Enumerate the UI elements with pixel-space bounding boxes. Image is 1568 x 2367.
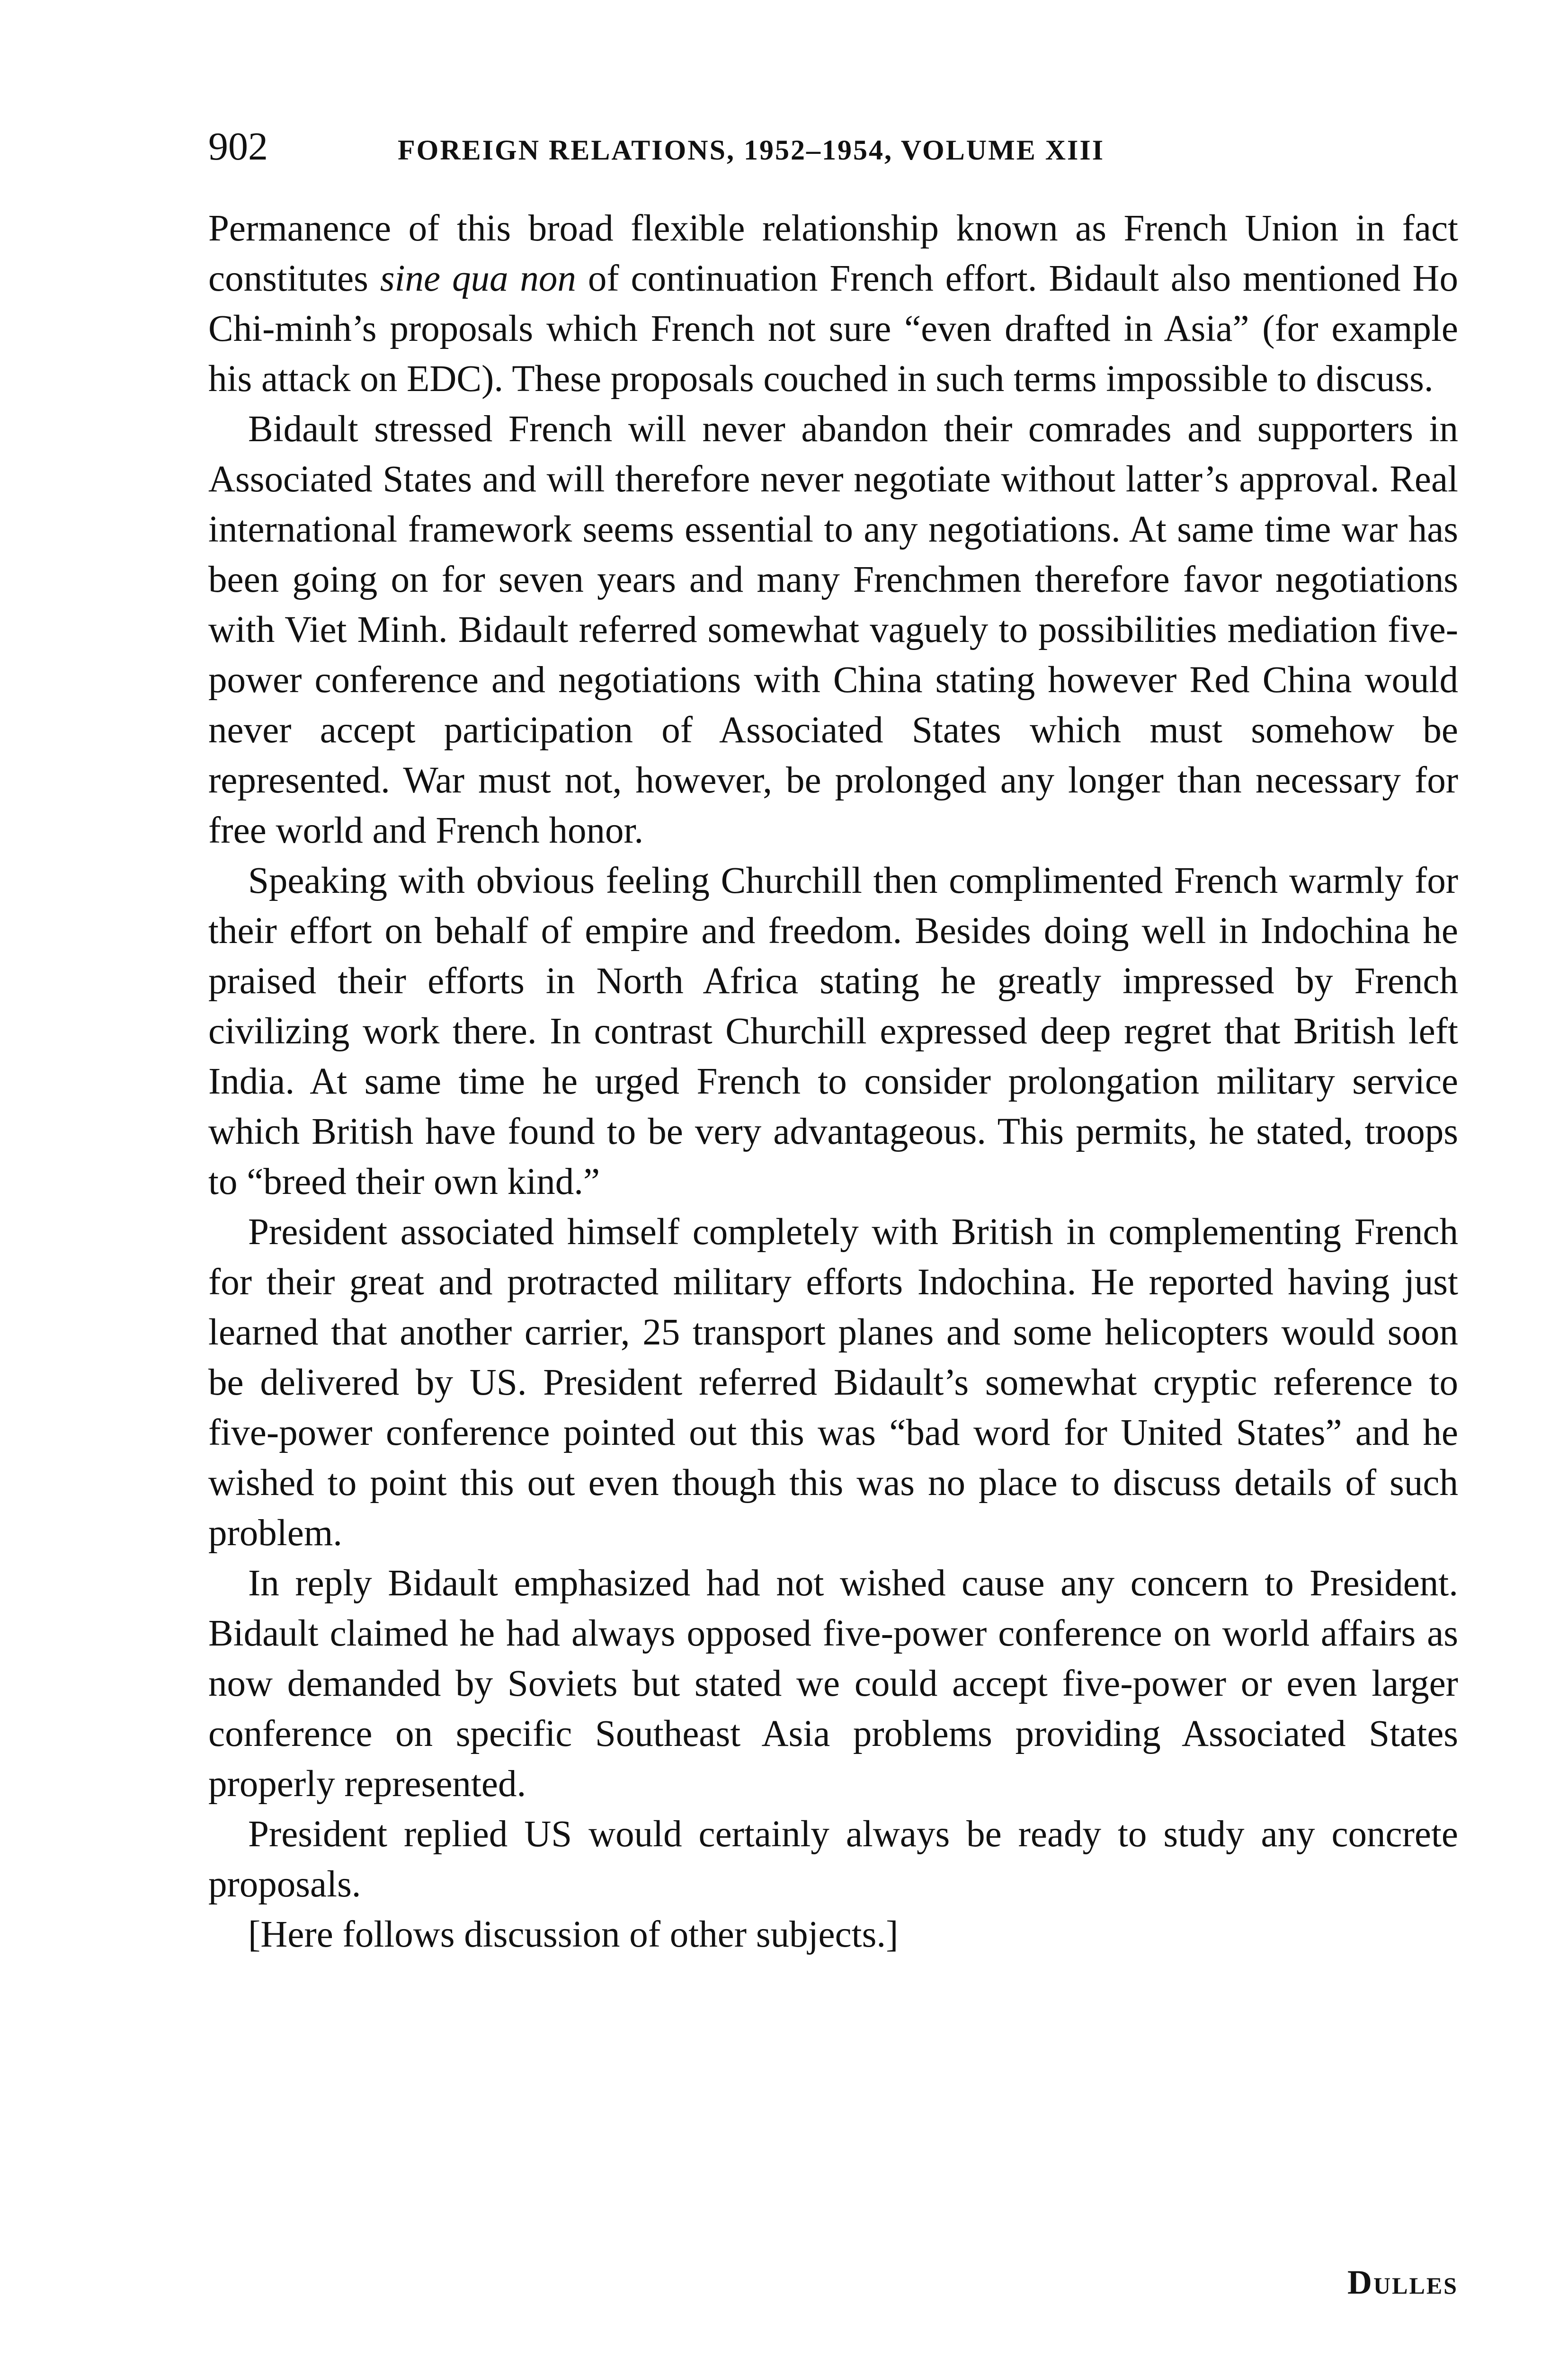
running-head: FOREIGN RELATIONS, 1952–1954, VOLUME XIII [398, 134, 1105, 166]
paragraph-6: President replied US would certainly always be ready to study any concrete proposals. [208, 1814, 1458, 1905]
body-text [208, 204, 1458, 1960]
page-number: 902 [208, 125, 268, 169]
paragraph-2: Bidault stressed French will never abandon their comrades and supporters in Associated States and will therefore never negotiate without latter’s approval. Real international framework seems essential to any negotiations. At same time war has been going on for seven years and many Frenchmen therefore favor negotiations with Viet Minh. Bidault referred somewhat vaguely to possibilities mediation five-power conference and negotiations with China stating however Red China would never accept participation of Associated States which must somehow be represented. War must not, however, be prolonged any longer than necessary for free world and French honor. [208, 409, 1458, 851]
page-header [208, 121, 1458, 178]
paragraph-4: President associated himself completely with British in complementing French for their great and protracted military efforts Indochina. He reported having just learned that another carrier, 25 transport planes and some helicopters would soon be delivered by US. President referred Bidault’s somewhat cryptic reference to five-power conference pointed out this was “bad word for United States” and he wished to point this out even though this was no place to discuss details of such problem. [208, 1211, 1458, 1554]
paragraph-5: In reply Bidault emphasized had not wished cause any concern to President. Bidault claimed he had always opposed five-power conference on world affairs as now demanded by Soviets but stated we could accept five-power or even larger conference on specific Southeast Asia problems providing Associated States properly represented. [208, 1563, 1458, 1805]
paragraph-1-text-b: of continuation French effort. Bidault also mentioned Ho Chi-minh’s proposals which French not sure “even drafted in Asia” (for example his attack on EDC). These proposals couched in such terms impossible to discuss. [208, 258, 1458, 400]
paragraph-7: [Here follows discussion of other subjects.] [248, 1914, 899, 1955]
paragraph-1-italic-phrase: sine qua non [380, 258, 576, 299]
paragraph-1-text-a: Permanence of this broad flexible relationship known as French Union in fact constitutes [208, 208, 1458, 299]
signature: Dulles [1347, 2263, 1458, 2301]
paragraph-3: Speaking with obvious feeling Churchill then complimented French warmly for their effort on behalf of empire and freedom. Besides doing well in Indochina he praised their efforts in North Africa stating he greatly impressed by French civilizing work there. In contrast Churchill expressed deep regret that British left India. At same time he urged French to consider prolongation military service which British have found to be very advantageous. This permits, he stated, troops to “breed their own kind.” [208, 860, 1458, 1202]
paragraph-1 [208, 204, 1458, 404]
